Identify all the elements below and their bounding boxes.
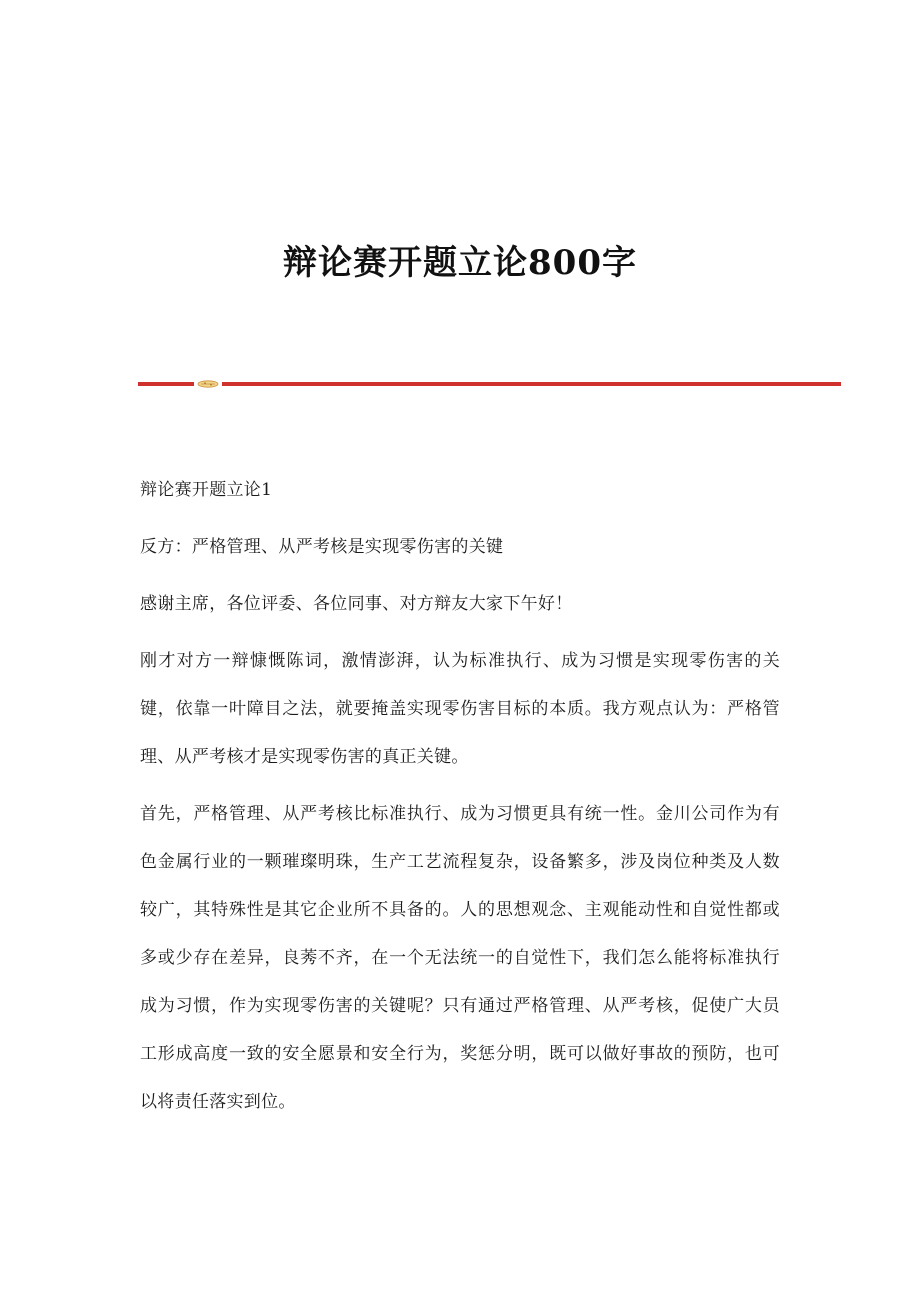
greeting-paragraph: 感谢主席，各位评委、各位同事、对方辩友大家下午好！ [140,594,573,614]
section-heading: 辩论赛开题立论1 [140,480,273,500]
debate-position: 反方：严格管理、从严考核是实现零伤害的关键 [140,537,504,557]
divider-line-left [138,382,194,386]
document-title: 辩论赛开题立论800字 [283,242,637,283]
divider-ornament-icon [197,380,219,388]
document-body [140,466,780,1126]
title-divider [138,380,841,388]
first-argument-paragraph: 首先，严格管理、从严考核比标准执行、成为习惯更具有统一性。金川公司作为有色金属行业的一颗璀璨明珠，生产工艺流程复杂，设备繁多，涉及岗位种类及人数较广，其特殊性是其它企业所不具备的。人的思想观念、主观能动性和自觉性都或多或少存在差异，良莠不齐，在一个无法统一的自觉性下，我们怎么能将标准执行成为习惯，作为实现零伤害的关键呢？只有通过严格管理、从严考核，促使广大员工形成高度一致的安全愿景和安全行为，奖惩分明，既可以做好事故的预防，也可以将责任落实到位。 [140,804,780,1112]
rebuttal-paragraph: 刚才对方一辩慷慨陈词，激情澎湃，认为标准执行、成为习惯是实现零伤害的关键，依靠一叶障目之法，就要掩盖实现零伤害目标的本质。我方观点认为：严格管理、从严考核才是实现零伤害的真正关键。 [140,651,780,767]
divider-line-right [222,382,841,386]
